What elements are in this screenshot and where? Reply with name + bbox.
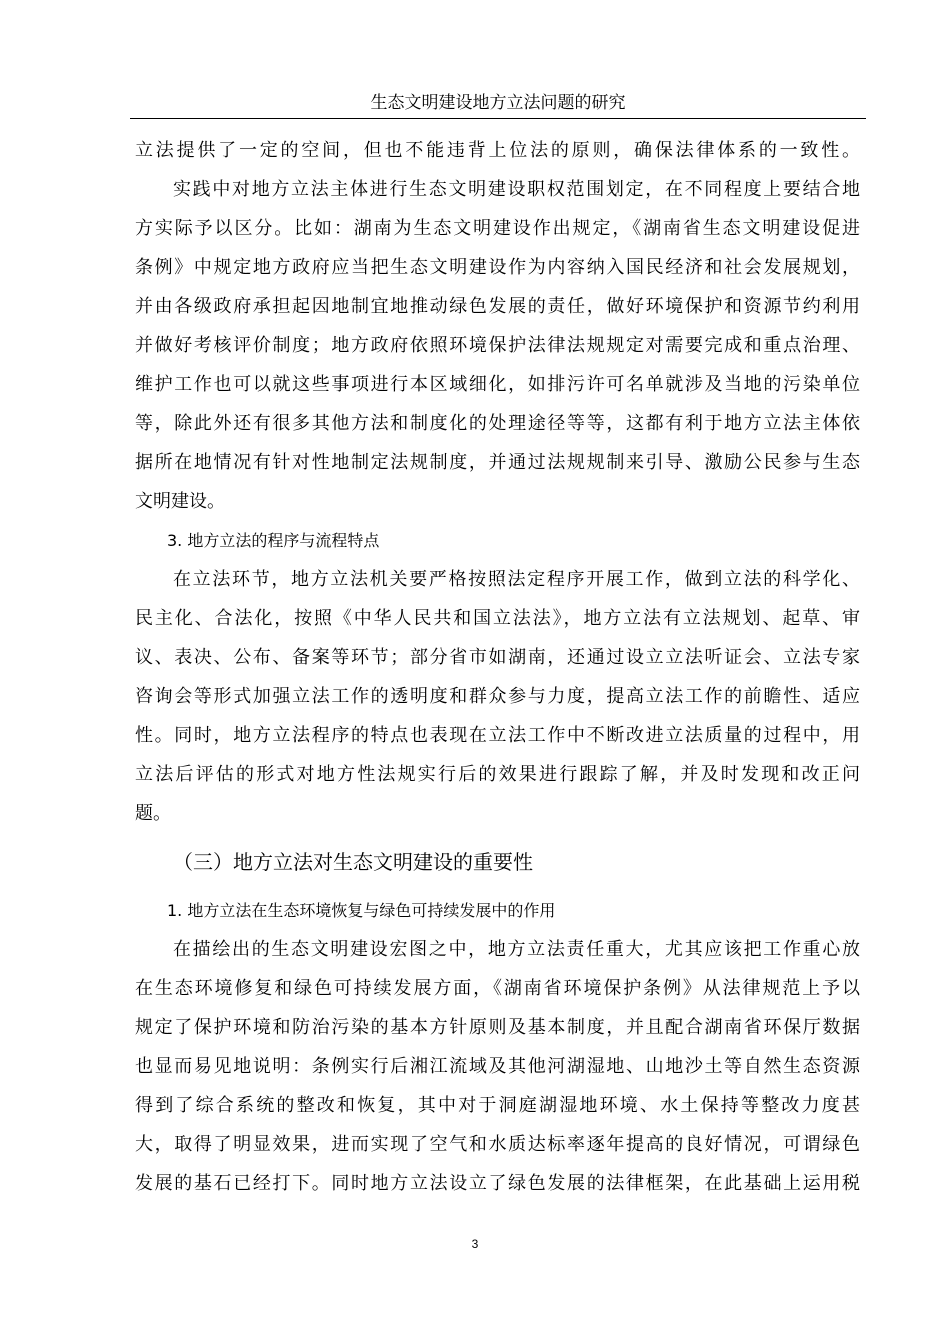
- header-rule: [130, 118, 866, 119]
- paragraph-line: 在立法环节，地方立法机关要严格按照法定程序开展工作，做到立法的科学化、: [173, 569, 860, 590]
- paragraph-line: 在生态环境修复和绿色可持续发展方面，《湖南省环境保护条例》从法律规范上予以: [135, 978, 860, 999]
- subsection-heading: 3. 地方立法的程序与流程特点: [167, 531, 380, 550]
- page-body: [135, 131, 860, 1203]
- paragraph-line: 规定了保护环境和防治污染的基本方针原则及基本制度，并且配合湖南省环保厅数据: [135, 1017, 860, 1038]
- paragraph-line: 条例》中规定地方政府应当把生态文明建设作为内容纳入国民经济和社会发展规划，: [135, 257, 860, 278]
- paragraph-line: 立法后评估的形式对地方性法规实行后的效果进行跟踪了解，并及时发现和改正问: [135, 764, 860, 785]
- running-header: 生态文明建设地方立法问题的研究: [370, 93, 626, 113]
- paragraph-line: 方实际予以区分。比如：湖南为生态文明建设作出规定，《湖南省生态文明建设促进: [135, 218, 860, 239]
- paragraph-line: 在描绘出的生态文明建设宏图之中，地方立法责任重大，尤其应该把工作重心放: [173, 939, 860, 960]
- paragraph-line: 维护工作也可以就这些事项进行本区域细化，如排污许可名单就涉及当地的污染单位: [135, 374, 860, 395]
- paragraph-line: 题。: [135, 803, 171, 824]
- paragraph-line: 并做好考核评价制度；地方政府依照环境保护法律法规规定对需要完成和重点治理、: [135, 335, 860, 356]
- paragraph-line: 实践中对地方立法主体进行生态文明建设职权范围划定，在不同程度上要结合地: [173, 179, 860, 200]
- paragraph-line: 议、表决、公布、备案等环节；部分省市如湖南，还通过设立立法听证会、立法专家: [135, 647, 860, 668]
- paragraph-line: 大，取得了明显效果，进而实现了空气和水质达标率逐年提高的良好情况，可谓绿色: [135, 1134, 860, 1155]
- paragraph-line: 等，除此外还有很多其他方法和制度化的处理途径等等，这都有利于地方立法主体依: [135, 413, 860, 434]
- paragraph-line: 立法提供了一定的空间，但也不能违背上位法的原则，确保法律体系的一致性。: [135, 140, 860, 161]
- paragraph-line: 据所在地情况有针对性地制定法规制度，并通过法规规制来引导、激励公民参与生态: [135, 452, 860, 473]
- paragraph-line: 咨询会等形式加强立法工作的透明度和群众参与力度，提高立法工作的前瞻性、适应: [135, 686, 860, 707]
- paragraph-line: 性。同时，地方立法程序的特点也表现在立法工作中不断改进立法质量的过程中，用: [135, 725, 860, 746]
- paragraph-line: 发展的基石已经打下。同时地方立法设立了绿色发展的法律框架，在此基础上运用税: [135, 1173, 860, 1194]
- paragraph-line: 并由各级政府承担起因地制宜地推动绿色发展的责任，做好环境保护和资源节约利用: [135, 296, 860, 317]
- page-number: 3: [471, 1237, 479, 1251]
- paragraph-line: 也显而易见地说明：条例实行后湘江流域及其他河湖湿地、山地沙土等自然生态资源: [135, 1056, 860, 1077]
- section-heading: （三）地方立法对生态文明建设的重要性: [173, 850, 533, 874]
- paragraph-line: 文明建设。: [135, 491, 225, 512]
- paragraph-line: 民主化、合法化，按照《中华人民共和国立法法》，地方立法有立法规划、起草、审: [135, 608, 860, 629]
- subsection-heading: 1. 地方立法在生态环境恢复与绿色可持续发展中的作用: [167, 901, 556, 920]
- paragraph-line: 得到了综合系统的整改和恢复，其中对于洞庭湖湿地环境、水土保持等整改力度甚: [135, 1095, 860, 1116]
